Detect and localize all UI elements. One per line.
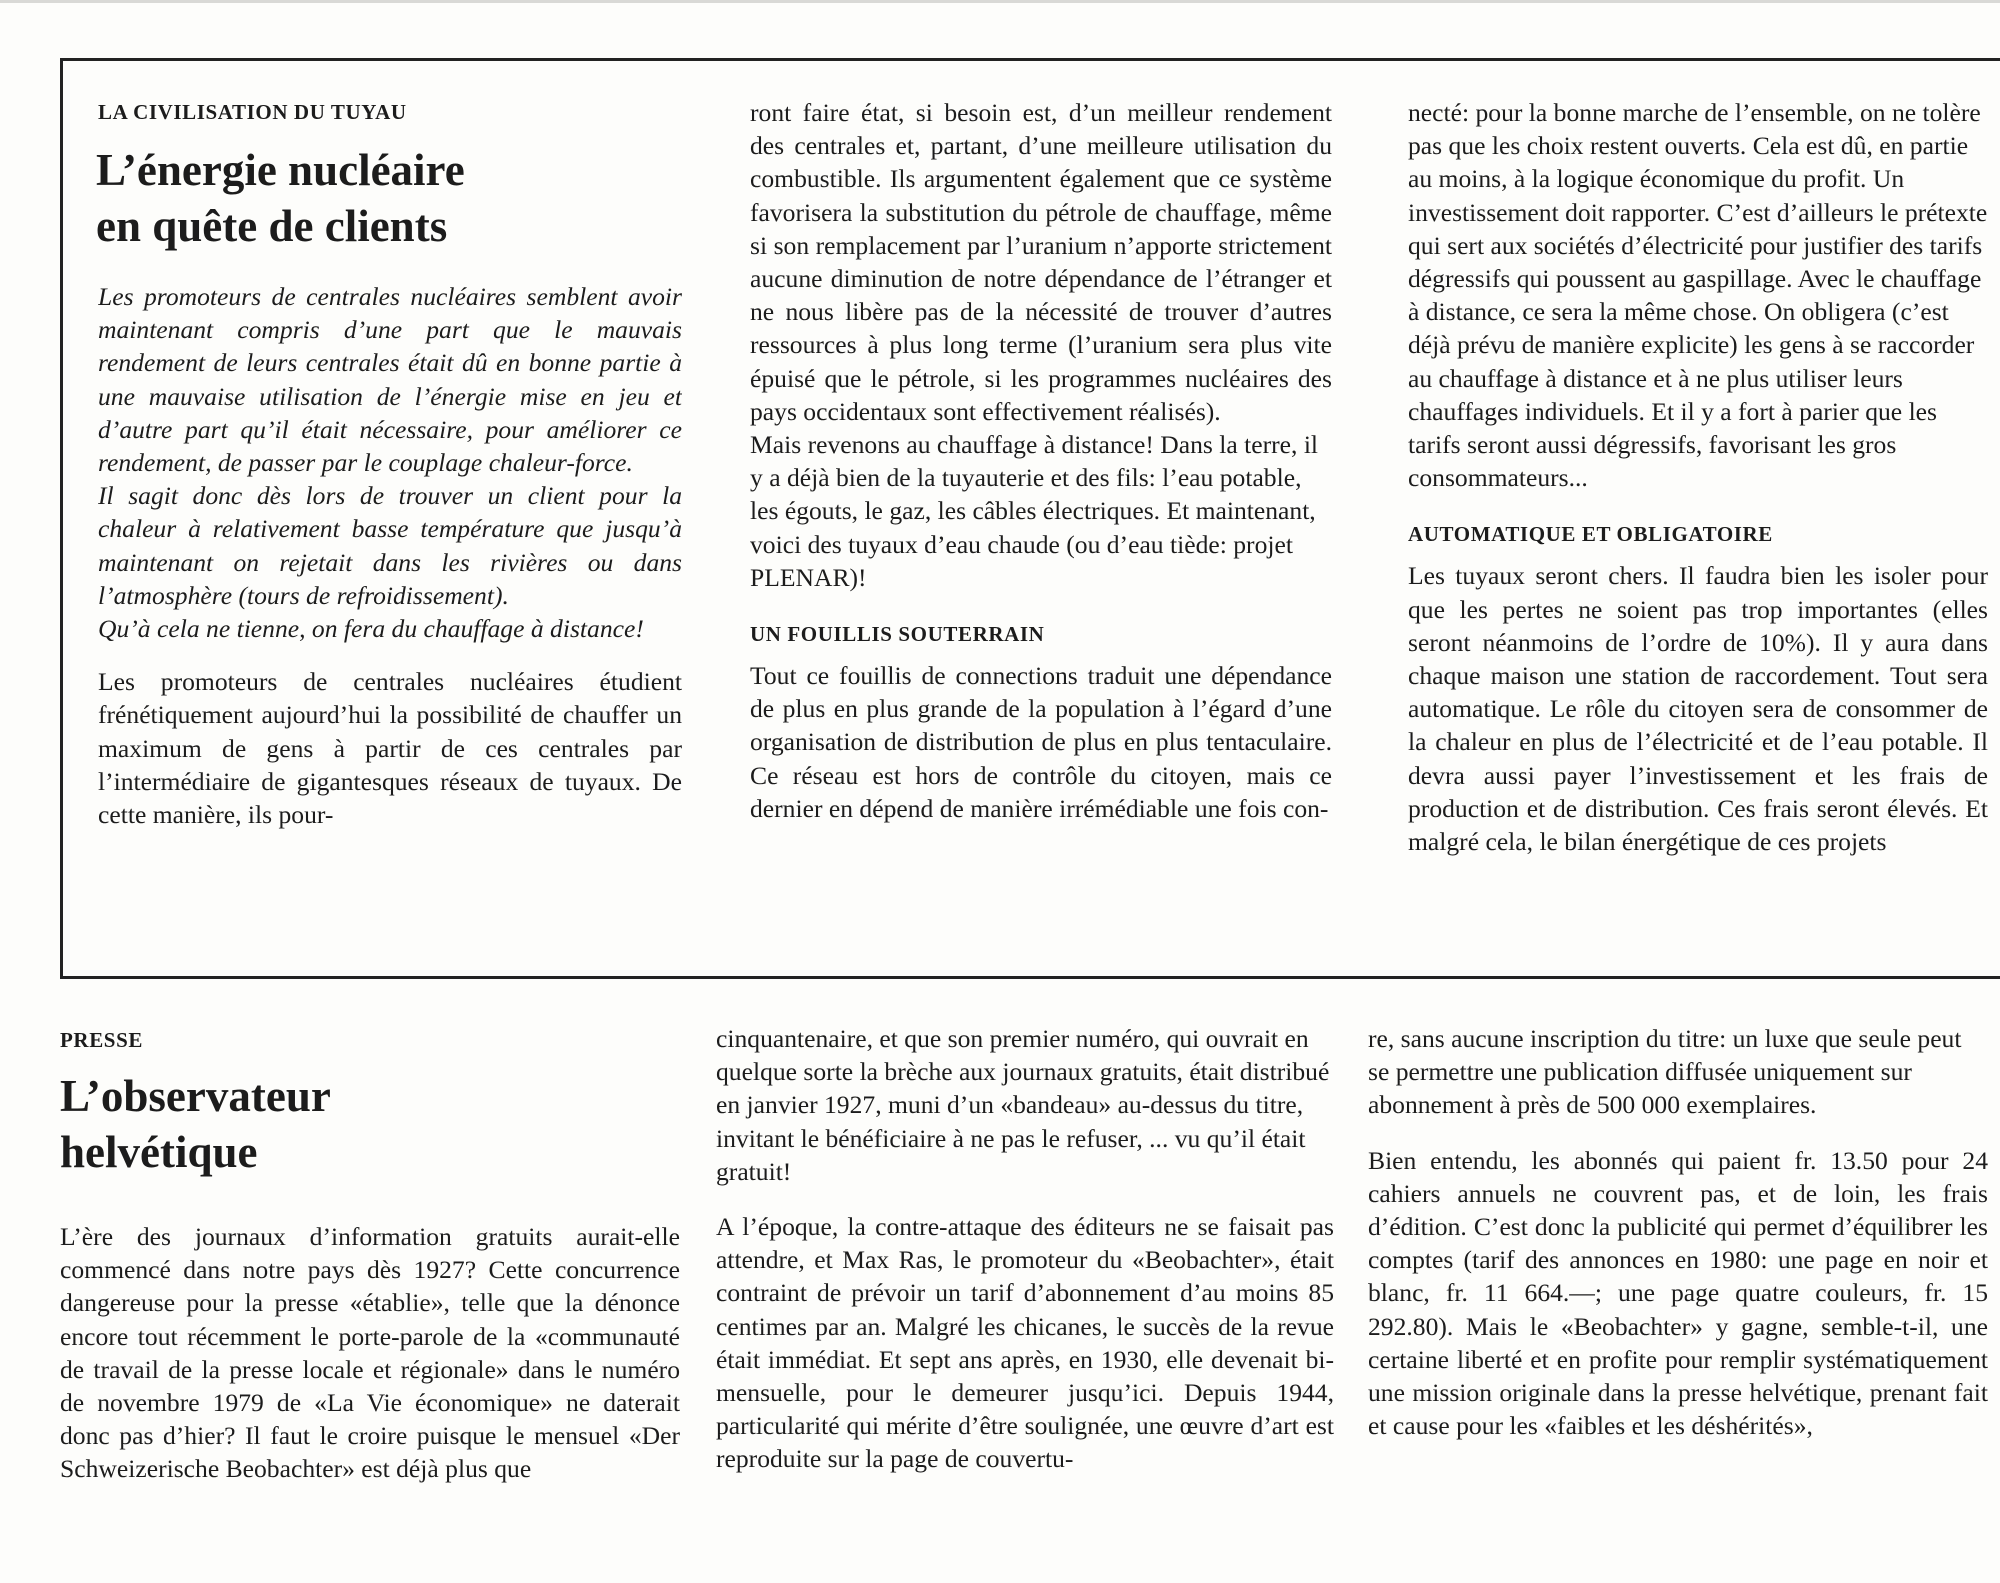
headline-nuclear [96,142,465,254]
headline-observateur [60,1068,331,1180]
body-paragraph: cinquantenaire, et que son premier numéro, qui ouvrait en quelque sorte la brèche aux journaux gratuits, était distribué en janvier 1927, muni d’un «bandeau» au-dessus du titre, invitant le bénéficiaire à ne pas le refuser, ... vu qu’il était gratuit! [716,1024,1330,1186]
nuclear-column-1 [98,280,682,970]
subheading-automatique: AUTOMATIQUE ET OBLIGATOIRE [1408,522,1773,547]
nuclear-column-3 [1408,96,1988,971]
intro-paragraph: Il sagit donc dès lors de trouver un client pour la chaleur à relativement basse température que jusqu’à maintenant on rejetait dans les rivières ou dans l’atmosphère (tours de refroidissement). [98,481,682,610]
headline-line-1: L’observateur [60,1071,331,1121]
presse-column-3 [1368,1022,1988,1580]
headline-line-2: helvétique [60,1127,258,1177]
body-paragraph: A l’époque, la contre-attaque des éditeurs ne se faisait pas attendre, et Max Ras, le promoteur du «Beobachter», était contraint de prévoir un tarif d’abonnement d’au moins 85 centimes par an. Malgré les chicanes, le succès de la revue était immédiat. Et sept ans après, en 1930, elle devenait bi-mensuelle, pour le demeurer jusqu’ici. Depuis 1944, particularité qui mérite d’être soulignée, une œuvre d’art est reproduite sur la page de couvertu- [716,1212,1334,1474]
body-paragraph: Tout ce fouillis de connections traduit une dépendance de plus en plus grande de la population à l’égard d’une organisation de distribution de plus en plus tentaculaire. Ce réseau est hors de contrôle du citoyen, mais ce dernier en dépend de manière irrémédiable une fois con- [750,661,1332,823]
headline-line-1: L’énergie nucléaire [96,145,465,195]
kicker-presse: PRESSE [60,1028,143,1052]
presse-column-2 [716,1022,1334,1580]
subheading-souterrain: UN FOUILLIS SOUTERRAIN [750,622,1045,647]
body-paragraph: Bien entendu, les abonnés qui paient fr. 13.50 pour 24 cahiers annuels ne couvrent pas, et de loin, les frais d’édition. C’est donc la publicité qui permet d’équilibrer les comptes (tarif des annonces en 1980: une page en noir et blanc, fr. 11 664.—; une page quatre couleurs, fr. 15 292.80). Mais le «Beobachter» y gagne, semble-t-il, une certaine liberté et en profite pour remplir systématiquement une mission originale dans la presse helvétique, prenant fait et cause pour les «faibles et les déshérités», [1368,1145,1988,1441]
body-paragraph: ront faire état, si besoin est, d’un meilleur rendement des centrales et, partant, d’une meilleure utilisation du combustible. Ils argumentent également que ce système favorisera la substitution du pétrole de chauffage, même si son remplacement par l’uranium n’apporte strictement aucune diminution de notre dépendance de l’étranger et ne nous libère pas de la nécessité de trouver d’autres ressources à plus long terme (l’uranium sera plus vite épuisé que le pétrole, si les programmes nucléaires des pays occidentaux sont effectivement réalisés). [750,98,1332,426]
body-paragraph: Mais revenons au chauffage à distance! Dans la terre, il y a déjà bien de la tuyauterie et des fils: l’eau potable, les égouts, le gaz, les câbles électriques. Et maintenant, voici des tuyaux d’eau chaude (ou d’eau tiède: projet PLENAR)! [750,430,1319,592]
nuclear-column-2 [750,96,1332,971]
body-paragraph: L’ère des journaux d’information gratuits aurait-elle commencé dans notre pays dès 1927? Cette concurrence dangereuse pour la presse «établie», telle que la dénonce encore tout récemment le porte-parole de la «communauté de travail de la presse locale et régionale» dans le numéro de novembre 1979 de «La Vie économique» ne daterait donc pas d’hier? Il faut le croire puisque le mensuel «Der Schweizerische Beobachter» est déjà plus que [60,1222,680,1484]
kicker-nuclear: LA CIVILISATION DU TUYAU [98,100,407,124]
body-paragraph: Les promoteurs de centrales nucléaires étudient frénétiquement aujourd’hui la possibilité de chauffer un maximum de gens à partir de ces centrales par l’intermédiaire de gigantesques réseaux de tuyaux. De cette manière, ils pour- [98,667,682,830]
presse-column-1 [60,1220,680,1580]
body-paragraph: re, sans aucune inscription du titre: un luxe que seule peut se permettre une publication diffusée uniquement sur abonnement à près de 500 000 exemplaires. [1368,1024,1962,1120]
scan-edge [0,0,2000,3]
intro-paragraph: Qu’à cela ne tienne, on fera du chauffage à distance! [98,614,644,644]
body-paragraph: necté: pour la bonne marche de l’ensemble, on ne tolère pas que les choix restent ouverts. Cela est dû, en partie au moins, à la logique économique du profit. Un investissement doit rapporter. C’est d’ailleurs le prétexte qui sert aux sociétés d’électricité pour justifier des tarifs dégressifs qui poussent au gaspillage. Avec le chauffage à distance, ce sera la même chose. On obligera (c’est déjà prévu de manière explicite) les gens à se raccorder au chauffage à distance et à ne plus utiliser leurs chauffages individuels. Et il y a fort à parier que les tarifs seront aussi dégressifs, favorisant les gros consommateurs... [1408,98,1988,493]
headline-line-2: en quête de clients [96,201,448,251]
body-paragraph: Les tuyaux seront chers. Il faudra bien les isoler pour que les pertes ne soient pas trop importantes (elles seront néanmoins de l’ordre de 10%). Il y aura dans chaque maison une station de raccordement. Tout sera automatique. Le rôle du citoyen sera de consommer de la chaleur en plus de l’électricité et de l’eau potable. Il devra aussi payer l’investissement et les frais de production et de distribution. Ces frais seront élevés. Et malgré cela, le bilan énergétique de ces projets [1408,561,1988,857]
intro-paragraph: Les promoteurs de centrales nucléaires semblent avoir maintenant compris d’une part que le mauvais rendement de leurs centrales était dû en bonne partie à une mauvaise utilisation de l’énergie mise en jeu et d’autre part qu’il était nécessaire, pour améliorer ce rendement, de passer par le couplage chaleur-force. [98,282,682,478]
